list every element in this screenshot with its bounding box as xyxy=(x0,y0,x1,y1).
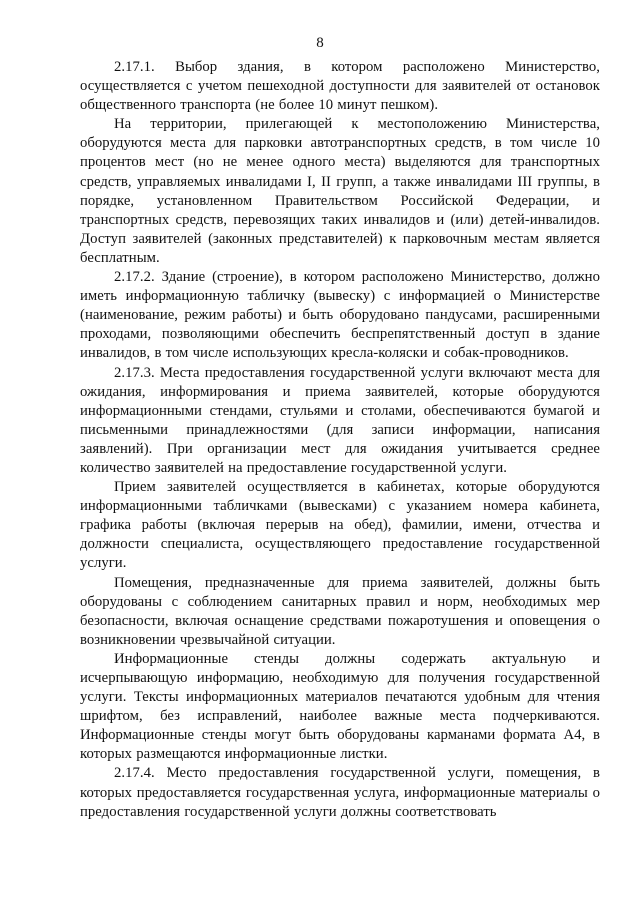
document-body xyxy=(80,58,600,822)
paragraph-2-17-3: 2.17.3. Места предоставления государственной услуги включают места для ожидания, информирования и приема заявителей, которые оборудуются информационными стендами, стульями и столами, обеспечиваются бумагой и письменными принадлежностями (для записи информации, написания заявлений). При организации мест для ожидания учитывается среднее количество заявителей на предоставление государственной услуги. xyxy=(80,364,600,476)
paragraph-2-17-2: 2.17.2. Здание (строение), в котором расположено Министерство, должно иметь информационную табличку (вывеску) с информацией о Министерстве (наименование, режим работы) и быть оборудовано пандусами, расширенными проходами, позволяющими обеспечить беспрепятственный доступ в здание инвалидов, в том числе использующих кресла-коляски и собак-проводников. xyxy=(80,269,600,362)
paragraph-2-17-4: 2.17.4. Место предоставления государственной услуги, помещения, в которых предоставляется государственная услуга, информационные материалы о предоставления государственной услуги должны соответствовать xyxy=(80,765,600,820)
paragraph-parking: На территории, прилегающей к местоположению Министерства, оборудуются места для парковки автотранспортных средств, в том числе 10 процентов мест (но не менее одного места) выделяются для транспортных средств, управляемых инвалидами I, II групп, а также инвалидами III группы, в порядке, установленном Правительством Российской Федерации, и транспортных средств, перевозящих таких инвалидов и (или) детей-инвалидов. Доступ заявителей (законных представителей) к парковочным местам является бесплатным. xyxy=(80,116,600,266)
paragraph-info-stands: Информационные стенды должны содержать актуальную и исчерпывающую информацию, необходимую для получения государственной услуги. Тексты информационных материалов печатаются удобным для чтения шрифтом, без исправлений, наиболее важные места подчеркиваются. Информационные стенды могут быть оборудованы карманами формата А4, в которых размещаются информационные листки. xyxy=(80,650,600,763)
paragraph-2-17-1: 2.17.1. Выбор здания, в котором расположено Министерство, осуществляется с учетом пешеходной доступности для заявителей от остановок общественного транспорта (не более 10 минут пешком). xyxy=(80,59,600,114)
paragraph-reception-rooms: Прием заявителей осуществляется в кабинетах, которые оборудуются информационными табличками (вывесками) с указанием номера кабинета, графика работы (включая перерыв на обед), фамилии, имени, отчества и должности специалиста, осуществляющего предоставление государственной услуги. xyxy=(80,479,600,572)
page-number: 8 xyxy=(316,35,324,51)
paragraph-premises-safety: Помещения, предназначенные для приема заявителей, должны быть оборудованы с соблюдением санитарных правил и норм, необходимых мер безопасности, включая оснащение средствами пожаротушения и оповещения о возникновении чрезвычайной ситуации. xyxy=(80,574,600,648)
